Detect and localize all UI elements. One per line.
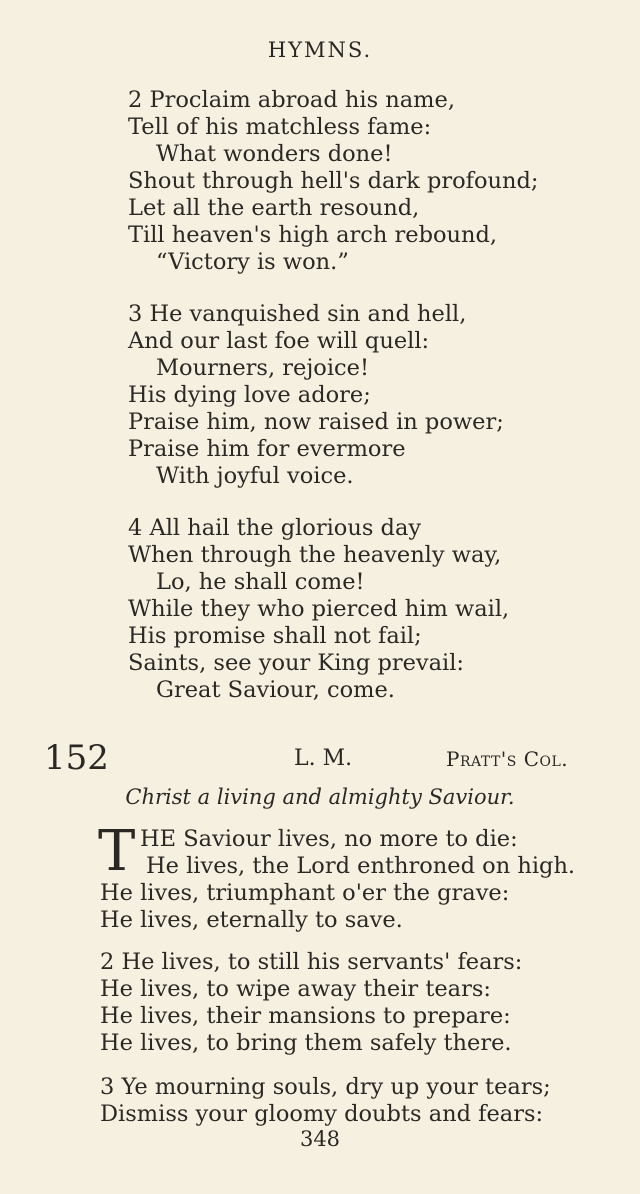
stanza-1-rest <box>100 880 509 934</box>
verse-line: When through the heavenly way, <box>128 542 502 568</box>
verse-line: He lives, triumphant o'er the grave: <box>100 880 510 906</box>
verse-line: He lives, eternally to save. <box>100 907 403 933</box>
stanza-2-previous-hymn <box>128 87 539 276</box>
verse-line: 4 All hail the glorious day <box>128 515 422 541</box>
hymn-number: 152 <box>44 738 109 778</box>
verse-line: Great Saviour, come. <box>156 677 395 703</box>
verse-line: His promise shall not fail; <box>128 623 422 649</box>
verse-line: He lives, their mansions to prepare: <box>100 1003 511 1029</box>
hymn-source: Pratt's Col. <box>446 747 569 771</box>
stanza-3 <box>100 1074 551 1128</box>
stanza-2 <box>100 949 522 1057</box>
verse-line: What wonders done! <box>156 141 393 167</box>
verse-line: 2 He lives, to still his servants' fears: <box>100 949 523 975</box>
page-number: 348 <box>299 1127 341 1151</box>
verse-line: Tell of his matchless fame: <box>128 114 432 140</box>
verse-line: 2 Proclaim abroad his name, <box>128 87 455 113</box>
verse-line: While they who pierced him wail, <box>128 596 510 622</box>
stanza-3-previous-hymn <box>128 301 504 490</box>
stanza-1-opening <box>140 826 575 880</box>
hymn-title: Christ a living and almighty Saviour. <box>125 785 515 809</box>
verse-line: Lo, he shall come! <box>156 569 365 595</box>
verse-line: Shout through hell's dark profound; <box>128 168 539 194</box>
verse-line: And our last foe will quell: <box>128 328 430 354</box>
verse-line: He lives, the Lord enthroned on high. <box>146 853 576 879</box>
verse-line: He lives, to bring them safely there. <box>100 1030 512 1056</box>
verse-line: 3 He vanquished sin and hell, <box>128 301 467 327</box>
running-header: HYMNS. <box>267 38 373 62</box>
drop-cap: T <box>98 819 136 884</box>
verse-line: His dying love adore; <box>128 382 371 408</box>
verse-line: Dismiss your gloomy doubts and fears: <box>100 1101 544 1127</box>
verse-line: Let all the earth resound, <box>128 195 420 221</box>
stanza-4-previous-hymn <box>128 515 509 704</box>
hymn-meter: L. M. <box>294 746 353 771</box>
verse-line: Praise him, now raised in power; <box>128 409 504 435</box>
verse-line: He lives, to wipe away their tears: <box>100 976 491 1002</box>
verse-line: Saints, see your King prevail: <box>128 650 465 676</box>
verse-line: Till heaven's high arch rebound, <box>128 222 498 248</box>
verse-line: Mourners, rejoice! <box>156 355 369 381</box>
verse-line: HE Saviour lives, no more to die: <box>140 826 518 852</box>
verse-line: 3 Ye mourning souls, dry up your tears; <box>100 1074 551 1100</box>
verse-line: With joyful voice. <box>156 463 354 489</box>
verse-line: Praise him for evermore <box>128 436 406 462</box>
verse-line: “Victory is won.” <box>156 249 349 275</box>
